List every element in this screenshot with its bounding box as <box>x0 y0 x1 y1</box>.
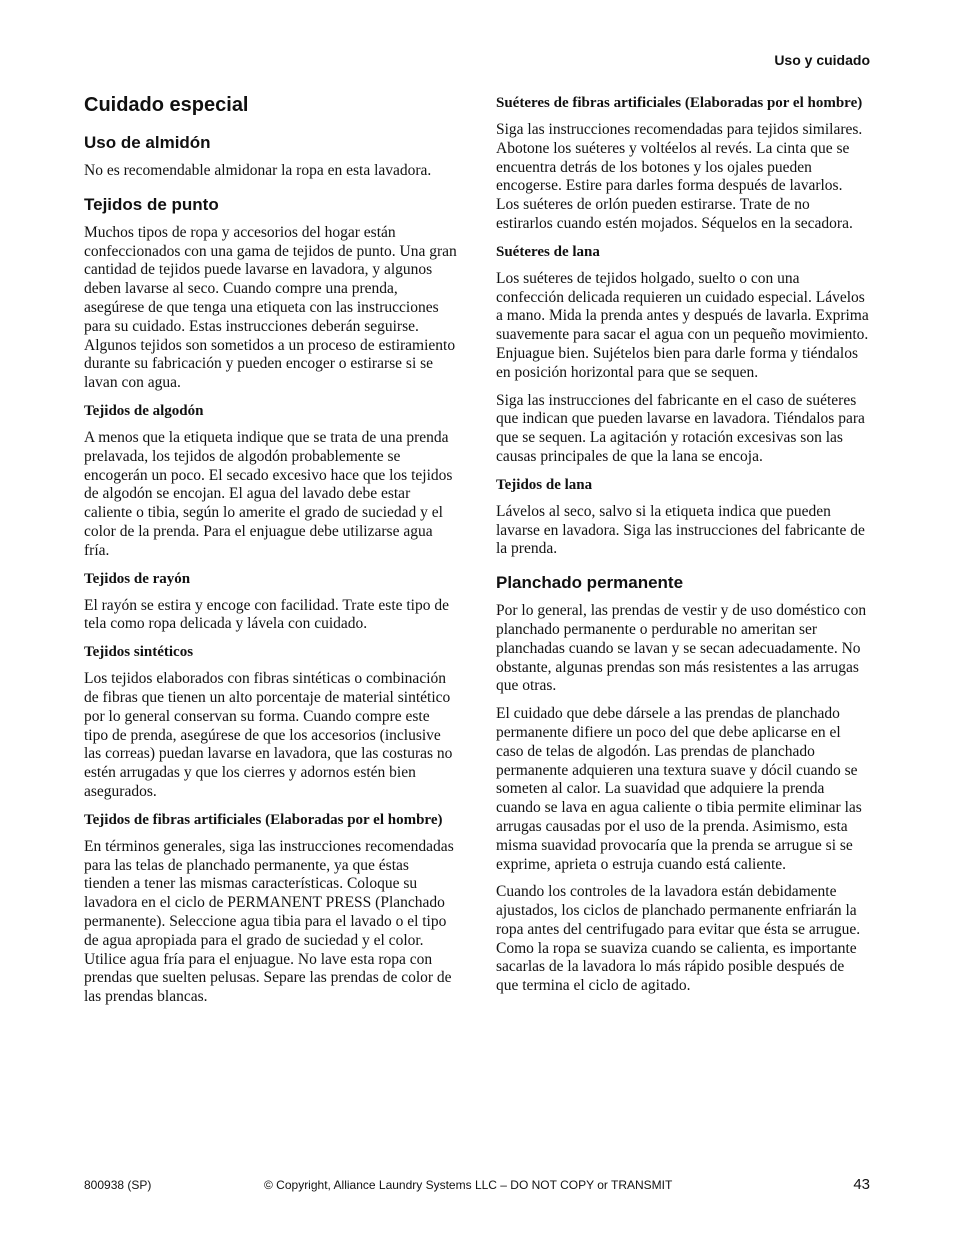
subheading-sinteticos: Tejidos sintéticos <box>84 644 194 661</box>
page-title: Cuidado especial <box>84 94 249 116</box>
subheading-sueteres-artificiales: Suéteres de fibras artificiales (Elaboradas por el hombre) <box>496 95 863 111</box>
running-head: Uso y cuidado <box>774 52 870 68</box>
paragraph-planchado-3: Cuando los controles de la lavadora están debidamente ajustados, los ciclos de planchado permanente enfriarán la ropa antes del centrifugado para evitar que ésta se arrugue. Como la ropa se suaviza cuando se calienta, es importante sacarlas de la lavadora lo más rápido posible después de que termina el ciclo de agitado. <box>496 883 861 995</box>
paragraph-planchado-1: Por lo general, las prendas de vestir y de uso doméstico con planchado permanente o perdurable no ameritan ser planchadas cuando se lavan y se secan adecuadamente. No obstante, algunas prendas son más resistentes a las arrugas que otras. <box>496 602 867 695</box>
left-column <box>84 92 457 1016</box>
page-number: 43 <box>853 1176 870 1193</box>
paragraph-fibras-artificiales: En términos generales, siga las instrucciones recomendadas para las telas de planchado permanente, ya que éstas tienden a tener las mismas características. Coloque su lavadora en el ciclo de PERMANENT PRESS (Planchado permanente). Seleccione agua tibia para el lavado o el tipo de agua apropiada para el grado de suciedad y el color. Utilice agua fría para el enjuague. No lave esta ropa con prendas que suelten pelusas. Separe las prendas de color de las prendas blancas. <box>84 837 454 1006</box>
subheading-rayon: Tejidos de rayón <box>84 570 191 587</box>
subheading-tejidos-lana: Tejidos de lana <box>496 476 593 493</box>
right-column <box>496 94 869 1005</box>
paragraph-tejidos-lana: Lávelos al seco, salvo si la etiqueta indica que pueden lavarse en lavadora. Siga las instrucciones del fabricante de la prenda. <box>496 502 865 558</box>
paragraph-algodon: A menos que la etiqueta indique que se trata de una prenda prelavada, los tejidos de algodón probablemente se encogerán un poco. El secado excesivo hace que los tejidos de algodón se encojan. El agua del lavado debe estar caliente o tibia, según lo amerite el grado de suciedad y el color de la prenda. Para el enjuague debe utilizarse agua fría. <box>84 428 453 559</box>
subheading-algodon: Tejidos de algodón <box>84 402 204 419</box>
paragraph-tejidos-punto: Muchos tipos de ropa y accesorios del hogar están confeccionados con una gama de tejidos de punto. Una gran cantidad de tejidos puede lavarse en lavadora, y algunos deben lavarse al seco. Cuando compre una prenda, asegúrese de que tenga una etiqueta con las instrucciones para su cuidado. Estas instrucciones deberán seguirse. Algunos tejidos son sometidos a un proceso de estiramiento durante su fabricación y pueden encoger o estirarse si se lavan con agua. <box>84 223 457 392</box>
document-number: 800938 (SP) <box>84 1178 152 1192</box>
paragraph-rayon: El rayón se estira y encoge con facilidad. Trate este tipo de tela como ropa delicada y lávela con cuidado. <box>84 596 449 633</box>
subheading-fibras-artificiales: Tejidos de fibras artificiales (Elaboradas por el hombre) <box>84 811 443 828</box>
paragraph-almidon: No es recomendable almidonar la ropa en esta lavadora. <box>84 162 432 179</box>
section-heading-almidon: Uso de almidón <box>84 133 211 152</box>
copyright-notice: © Copyright, Alliance Laundry Systems LLC – DO NOT COPY or TRANSMIT <box>264 1178 673 1192</box>
paragraph-sueteres-artificiales: Siga las instrucciones recomendadas para tejidos similares. Abotone los suéteres y voltéelos al revés. La cinta que se encuentra detrás de los botones y los ojales pueden encogerse. Estire para darles forma después de lavarlos. Los suéteres de orlón pueden estirarse. Trate de no estirarlos cuando estén mojados. Séquelos en la secadora. <box>496 121 863 232</box>
paragraph-sueteres-lana-1: Los suéteres de tejidos holgado, suelto o con una confección delicada requieren un cuidado especial. Lávelos a mano. Mida la prenda antes y después de lavarla. Exprima suavemente para sacar el agua con un pequeño movimiento. Enjuague bien. Sujételos bien para darle forma y tiéndalos en posición horizontal para que se sequen. <box>496 269 869 381</box>
section-heading-tejidos-punto: Tejidos de punto <box>84 194 219 214</box>
paragraph-sueteres-lana-2: Siga las instrucciones del fabricante en el caso de suéteres que indican que pueden lavarse en lavadora. Tiéndalos para que se sequen. La agitación y rotación excesivas son las causas principales de que la lana se encoja. <box>496 391 865 465</box>
paragraph-sinteticos: Los tejidos elaborados con fibras sintéticas o combinación de fibras que tienen un alto porcentaje de material sintético por lo general conservan su forma. Cuando compre este tipo de prenda, asegúrese de que los accesorios (inclusive las correas) puedan lavarse en lavadora, que las costuras no estén arrugadas y que los cierres y adornos estén bien asegurados. <box>84 670 453 800</box>
subheading-sueteres-lana: Suéteres de lana <box>496 243 600 260</box>
paragraph-planchado-2: El cuidado que debe dársele a las prendas de planchado permanente difiere un poco del que debe aplicarse en el caso de telas de algodón. Las prendas de planchado permanente adquieren una textura suave y dócil cuando se someten al calor. La suavidad que adquiere la prenda cuando se lava en agua caliente o tibia permite eliminar las arrugas causadas por el uso de la prenda. Asimismo, esta misma suavidad provocaría que la prenda se arrugue si se exprime, aprieta o estruja cuando está caliente. <box>496 705 862 873</box>
section-heading-planchado: Planchado permanente <box>496 573 684 593</box>
